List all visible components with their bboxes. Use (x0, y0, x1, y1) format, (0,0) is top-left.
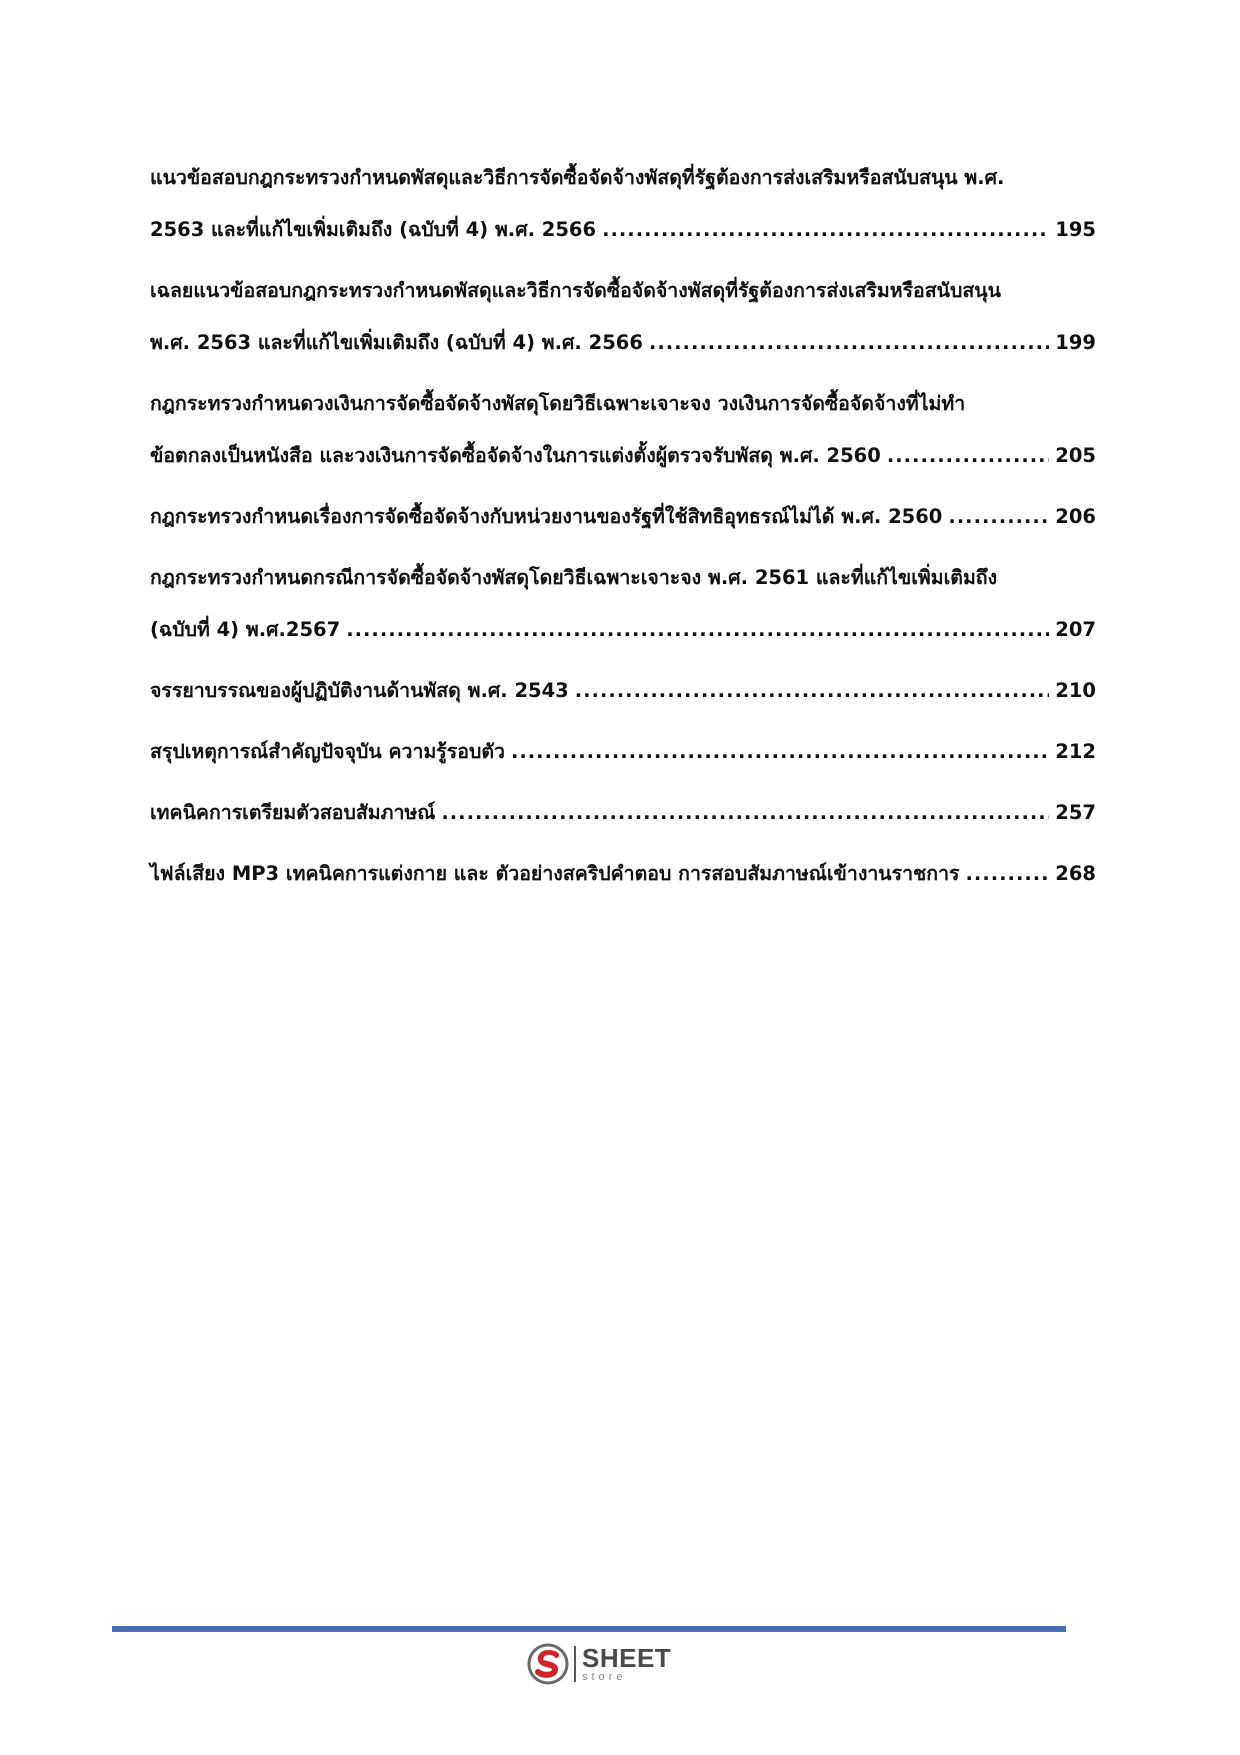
toc-entry-195[interactable] (150, 152, 1096, 256)
toc-entry-title-line: เทคนิคการเตรียมตัวสอบสัมภาษณ์ (150, 801, 436, 824)
toc-entry-212[interactable] (150, 726, 1096, 778)
sheet-store-s-icon (526, 1642, 570, 1686)
toc-entry-leader-line (150, 726, 1096, 778)
toc-entry-title-line: กฎกระทรวงกำหนดวงเงินการจัดซื้อจัดจ้างพัสดุโดยวิธีเฉพาะเจาะจง วงเงินการจัดซื้อจัดจ้างที่ไม่ทำ (150, 392, 966, 415)
toc-page-number: 206 (1055, 505, 1096, 528)
toc-entry-leader-line (150, 604, 1096, 656)
toc-entry-title-line: ข้อตกลงเป็นหนังสือ และวงเงินการจัดซื้อจัดจ้างในการแต่งตั้งผู้ตรวจรับพัสดุ พ.ศ. 2560 (150, 444, 881, 467)
toc-entry-title-line: เฉลยแนวข้อสอบกฎกระทรวงกำหนดพัสดุและวิธีการจัดซื้อจัดจ้างพัสดุที่รัฐต้องการส่งเสริมหรือสนับสนุน (150, 279, 1001, 302)
dot-leader (575, 665, 1050, 717)
toc-page-number: 207 (1055, 618, 1096, 641)
dot-leader (602, 204, 1049, 256)
dot-leader (441, 787, 1049, 839)
toc-entry-leader-line (150, 317, 1096, 369)
toc-entry-title-line: พ.ศ. 2563 และที่แก้ไขเพิ่มเติมถึง (ฉบับที่ 4) พ.ศ. 2566 (150, 331, 643, 354)
toc-entry-206[interactable] (150, 491, 1096, 543)
toc-entry-257[interactable] (150, 787, 1096, 839)
footer-divider (112, 1626, 1066, 1632)
toc-entry-title-line: (ฉบับที่ 4) พ.ศ.2567 (150, 618, 341, 641)
toc-entry-title-line: 2563 และที่แก้ไขเพิ่มเติมถึง (ฉบับที่ 4) พ.ศ. 2566 (150, 218, 597, 241)
sheet-store-logo (526, 1640, 671, 1688)
dot-leader (966, 848, 1050, 900)
toc-entry-title-line: จรรยาบรรณของผู้ปฏิบัติงานด้านพัสดุ พ.ศ. 2543 (150, 679, 569, 702)
toc-entry-leader-line (150, 204, 1096, 256)
toc-entry-199[interactable] (150, 265, 1096, 369)
toc-entry-title-line: กฎกระทรวงกำหนดกรณีการจัดซื้อจัดจ้างพัสดุโดยวิธีเฉพาะเจาะจง พ.ศ. 2561 และที่แก้ไขเพิ่มเติมถึง (150, 566, 998, 589)
toc-entry-leader-line (150, 848, 1096, 900)
toc-entry-207[interactable] (150, 552, 1096, 656)
toc-page-number: 210 (1055, 679, 1096, 702)
toc-entry-leader-line (150, 491, 1096, 543)
table-of-contents (150, 152, 1096, 909)
toc-entry-title-line: กฎกระทรวงกำหนดเรื่องการจัดซื้อจัดจ้างกับหน่วยงานของรัฐที่ใช้สิทธิอุทธรณ์ไม่ได้ พ.ศ. 2560 (150, 505, 943, 528)
toc-entry-title-line: ไฟล์เสียง MP3 เทคนิคการแต่งกาย และ ตัวอย่างสคริปคำตอบ การสอบสัมภาษณ์เข้างานราชการ (150, 862, 960, 885)
logo-divider (574, 1646, 576, 1682)
toc-entry-205[interactable] (150, 378, 1096, 482)
logo-brand-text: SHEET (582, 1643, 672, 1673)
dot-leader (649, 317, 1049, 369)
dot-leader (346, 604, 1049, 656)
toc-page-number: 205 (1055, 444, 1096, 467)
toc-entry-268[interactable] (150, 848, 1096, 900)
dot-leader (511, 726, 1049, 778)
toc-page-number: 195 (1055, 218, 1096, 241)
toc-page-number: 199 (1055, 331, 1096, 354)
toc-entry-leader-line (150, 665, 1096, 717)
logo-wordmark (582, 1645, 671, 1683)
toc-page-number: 212 (1055, 740, 1096, 763)
dot-leader (887, 430, 1049, 482)
toc-entry-210[interactable] (150, 665, 1096, 717)
toc-page-number: 268 (1055, 862, 1096, 885)
toc-page-number: 257 (1055, 801, 1096, 824)
logo-sub-text: store (582, 1671, 627, 1683)
dot-leader (948, 491, 1049, 543)
toc-entry-leader-line (150, 430, 1096, 482)
toc-entry-title-line: สรุปเหตุการณ์สำคัญปัจจุบัน ความรู้รอบตัว (150, 740, 505, 763)
toc-entry-leader-line (150, 787, 1096, 839)
toc-entry-title-line: แนวข้อสอบกฎกระทรวงกำหนดพัสดุและวิธีการจัดซื้อจัดจ้างพัสดุที่รัฐต้องการส่งเสริมหรือสนับสนุน พ.ศ. (150, 166, 1005, 189)
